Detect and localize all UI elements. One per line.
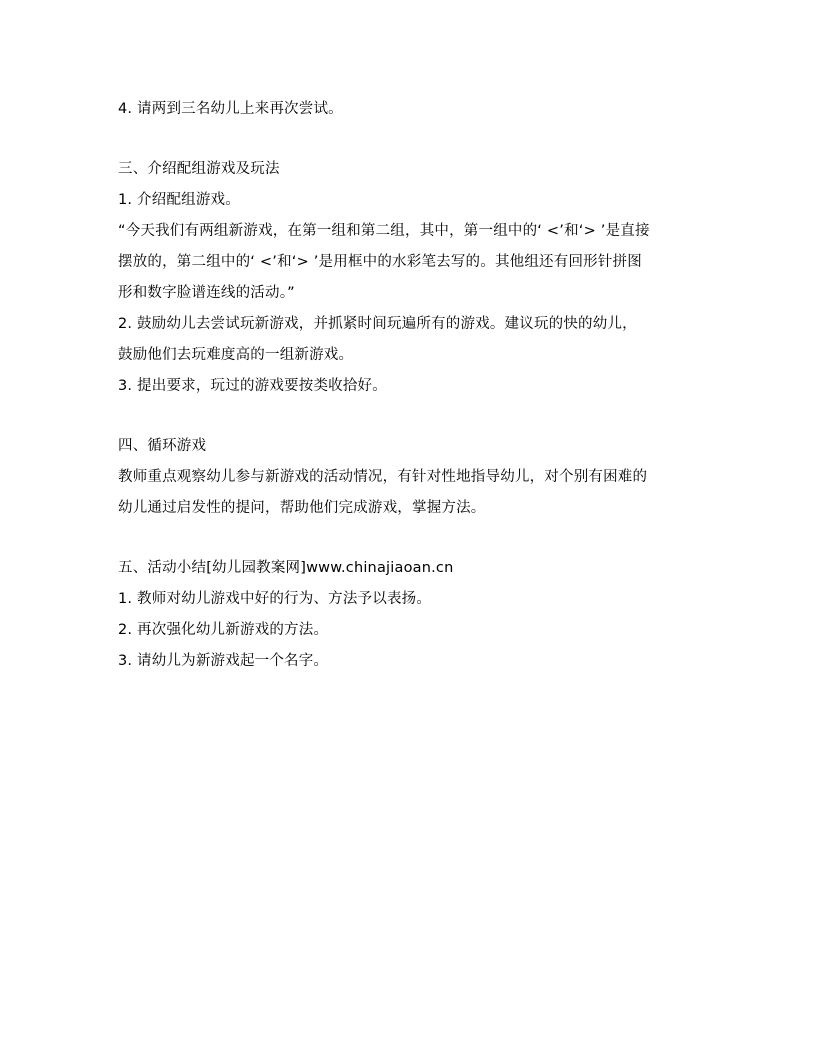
list-item: 1. 介绍配组游戏。 (118, 192, 240, 208)
list-item-continuation: 鼓励他们去玩难度高的一组新游戏。 (118, 347, 354, 363)
list-item: 2. 再次强化幼儿新游戏的方法。 (118, 622, 329, 638)
list-item: 2. 鼓励幼儿去尝试玩新游戏，并抓紧时间玩遍所有的游戏。建议玩的快的幼儿， (118, 316, 637, 332)
section-heading: 四、循环游戏 (118, 438, 207, 454)
section-heading: 五、活动小结[幼儿园教案网]www.chinajiaoan.cn (118, 560, 454, 576)
list-item: 1. 教师对幼儿游戏中好的行为、方法予以表扬。 (118, 591, 432, 607)
paragraph-gap (118, 524, 708, 553)
section-heading: 三、介绍配组游戏及玩法 (118, 161, 280, 177)
quote-line: 摆放的，第二组中的‘ <’和‘> ’是用框中的水彩笔去写的。其他组还有回形针拼图 (118, 254, 642, 270)
body-line: 幼儿通过启发性的提问，帮助他们完成游戏，掌握方法。 (118, 500, 486, 516)
paragraph-gap (118, 402, 708, 431)
list-item: 3. 提出要求，玩过的游戏要按类收拾好。 (118, 378, 387, 394)
quote-line: 形和数字脸谱连线的活动。” (118, 285, 295, 301)
paragraph-gap (118, 125, 708, 154)
list-item: 4. 请两到三名幼儿上来再次尝试。 (118, 101, 343, 117)
document-content (118, 94, 708, 677)
quote-line: “今天我们有两组新游戏，在第一组和第二组，其中，第一组中的‘ <’和‘> ’是直接 (118, 223, 650, 239)
body-line: 教师重点观察幼儿参与新游戏的活动情况，有针对性地指导幼儿，对个别有困难的 (118, 469, 648, 485)
list-item: 3. 请幼儿为新游戏起一个名字。 (118, 653, 329, 669)
